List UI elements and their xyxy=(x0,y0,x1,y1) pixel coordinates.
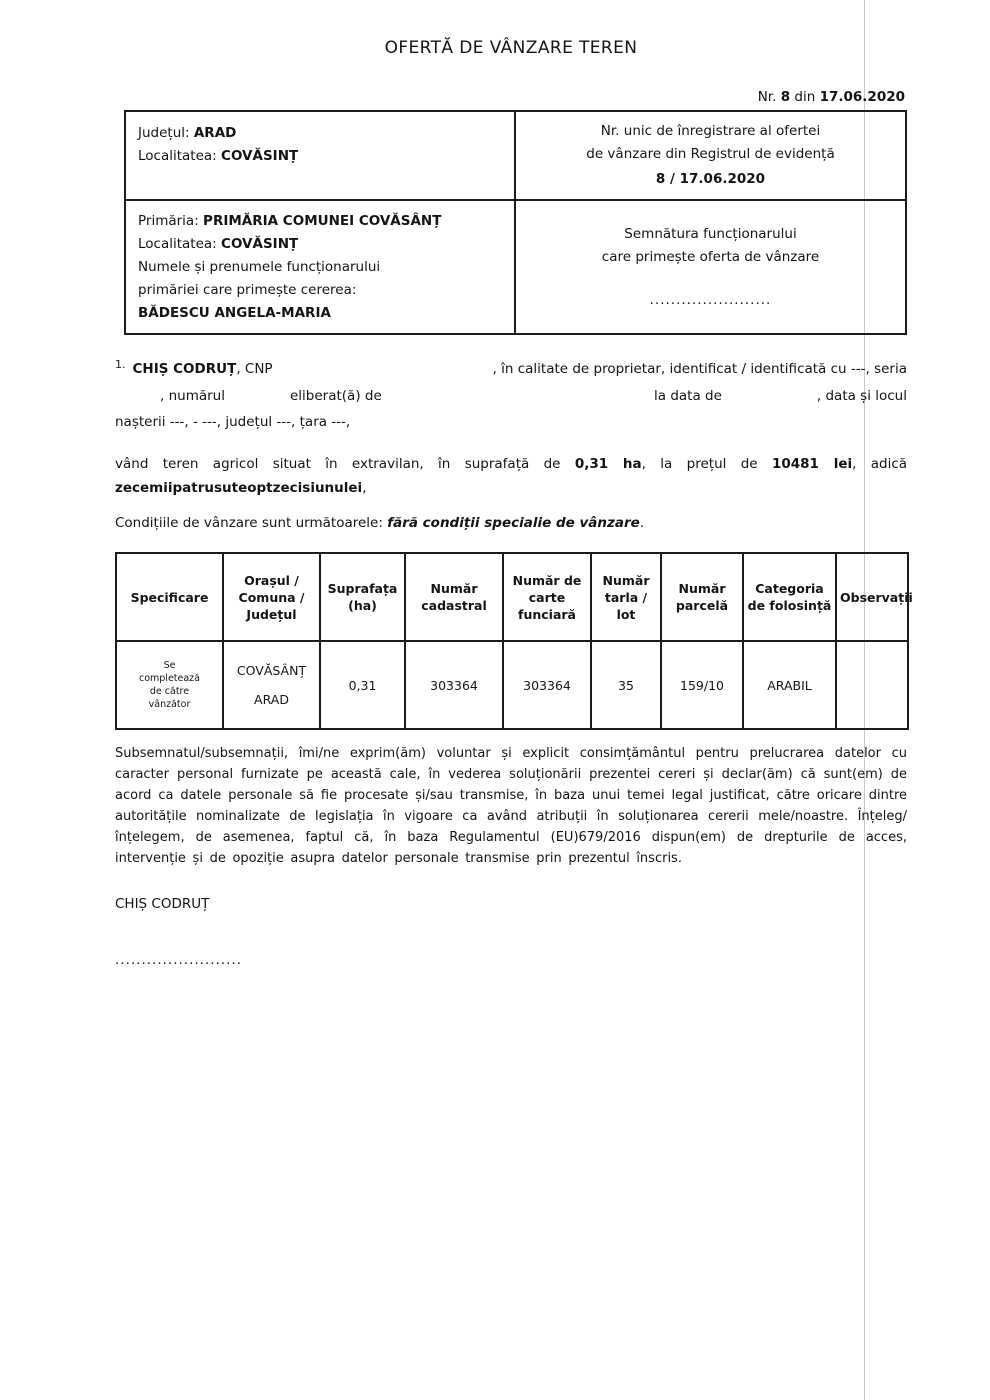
declaration-line-1 xyxy=(115,356,907,383)
cell-suprafata: 0,31 xyxy=(320,641,405,729)
sale-text-adica: , adică xyxy=(852,456,908,472)
cell-observatii xyxy=(836,641,908,729)
cell-specificare: Se completează de către vânzător xyxy=(116,641,223,729)
declaration-paragraph xyxy=(115,356,907,435)
header-table-row-2 xyxy=(125,200,906,334)
declaration-line1-right: , în calitate de proprietar, identificat / identificată cu ---, seria xyxy=(492,361,907,377)
reg-value: 8 / 17.06.2020 xyxy=(655,171,766,187)
col-header-suprafata: Suprafața (ha) xyxy=(320,553,405,641)
localitate2-line xyxy=(138,233,502,256)
registration-number-line xyxy=(115,89,907,105)
functionar-line-1: Numele și prenumele funcționarului xyxy=(138,259,381,275)
localitate-value: COVĂSINȚ xyxy=(221,148,299,164)
page-title: OFERTĂ DE VÂNZARE TEREN xyxy=(384,38,638,58)
nr-din: din xyxy=(794,89,816,105)
sale-area: 0,31 ha xyxy=(574,456,642,472)
numarul-label: , numărul xyxy=(160,388,225,404)
localitate2-value: COVĂSINȚ xyxy=(221,236,299,252)
sale-paragraph xyxy=(115,452,907,500)
declaration-line-3 xyxy=(115,409,907,435)
col-header-parcela: Număr parcelă xyxy=(661,553,743,641)
semnatura-dotted-line: ....................... xyxy=(649,291,772,308)
semnatura-line-2: care primește oferta de vânzare xyxy=(601,248,820,265)
land-table-header-row xyxy=(116,553,908,641)
col-header-oras-comuna-judet: Orașul / Comuna / Județul xyxy=(223,553,320,641)
col-header-tarla-lot: Număr tarla / lot xyxy=(591,553,661,641)
header-table xyxy=(124,110,907,335)
conditions-label: Condițiile de vânzare sunt următoarele: xyxy=(115,515,383,531)
judet-label: Județul: xyxy=(138,125,190,141)
cell-registration-info xyxy=(515,111,906,200)
reg-line-1: Nr. unic de înregistrare al ofertei xyxy=(600,123,821,139)
conditions-value: fără condiții specialie de vânzare xyxy=(387,515,640,531)
localitate-line xyxy=(138,145,502,168)
declaration-line-2 xyxy=(160,383,907,409)
cell-primaria-info xyxy=(125,200,515,334)
localitate2-label: Localitatea: xyxy=(138,236,217,252)
semnatura-line-1: Semnătura funcționarului xyxy=(624,225,797,242)
primaria-line xyxy=(138,210,502,233)
col-header-observatii: Observații xyxy=(836,553,908,641)
cell-categoria: ARABIL xyxy=(743,641,836,729)
seller-name: CHIȘ CODRUȚ xyxy=(132,361,237,377)
reg-line-2: de vânzare din Registrul de evidență xyxy=(586,146,835,162)
sale-price: 10481 lei xyxy=(771,456,853,472)
cnp-label: , CNP xyxy=(236,361,273,377)
cell-tarla: 35 xyxy=(591,641,661,729)
primaria-value: PRIMĂRIA COMUNEI COVĂSÂNȚ xyxy=(203,213,442,229)
item-number: 1. xyxy=(115,358,126,371)
land-table xyxy=(115,552,913,730)
data-si-locul-label: , data și locul xyxy=(816,388,907,404)
functionar-name: BĂDESCU ANGELA-MARIA xyxy=(138,305,331,321)
col-header-numar-cadastral: Număr cadastral xyxy=(405,553,503,641)
functionar-line-2: primăriei care primește cererea: xyxy=(138,282,357,298)
cell-judet-localitate xyxy=(125,111,515,200)
cell-oras-judet xyxy=(223,641,320,729)
sale-price-words: zecemiipatrusuteoptzecisiunulei xyxy=(115,480,363,496)
localitate-label: Localitatea: xyxy=(138,148,217,164)
eliberat-label: eliberat(ă) de xyxy=(289,388,382,404)
document-content xyxy=(115,0,913,968)
judet-value: ARAD xyxy=(193,125,237,141)
conditions-line xyxy=(115,515,907,531)
land-table-data-row xyxy=(116,641,908,729)
signature-dotted-line: ........................ xyxy=(115,952,242,968)
sale-text-mid: , la prețul de xyxy=(641,456,758,472)
cell-carte-funciara: 303364 xyxy=(503,641,591,729)
la-data-de-label: la data de xyxy=(654,388,722,404)
cell-judet: ARAD xyxy=(254,692,289,707)
col-header-carte-funciara: Număr de carte funciară xyxy=(503,553,591,641)
header-table-row-1 xyxy=(125,111,906,200)
sale-text-start: vând teren agricol situat în extravilan, în suprafață de xyxy=(115,456,561,472)
nr-prefix: Nr. xyxy=(757,89,777,105)
cell-semnatura xyxy=(515,200,906,334)
gdpr-consent-paragraph: Subsemnatul/subsemnații, îmi/ne exprim(ăm) voluntar și explicit consimțământul pentru prelucrarea datelor cu caracter personal furnizate pe această cale, în vederea soluționării prezentei cereri și declar(ăm) că sunt(em) de acord ca datele personale să fie procesate și/sau transmise, în baza unui temei legal justificat, către oricare dintre autoritățile nominalizate de legislația în vigoare ca având atribuții în soluționarea cererii mele/noastre. Înțeleg/înțelegem, de asemenea, faptul că, în baza Regulamentul (EU)679/2016 dispun(em) de drepturile de acces, intervenție și de opoziție asupra datelor personale transmise prin prezentul înscris. xyxy=(115,746,907,866)
nr-date: 17.06.2020 xyxy=(819,89,905,105)
sale-trailing-comma: , xyxy=(362,480,367,496)
cell-parcela: 159/10 xyxy=(661,641,743,729)
primaria-label: Primăria: xyxy=(138,213,199,229)
nr-number: 8 xyxy=(780,89,791,105)
cell-oras: COVĂSÂNȚ xyxy=(236,663,307,678)
col-header-categoria: Categoria de folosință xyxy=(743,553,836,641)
cell-numar-cadastral: 303364 xyxy=(405,641,503,729)
signature-name: CHIȘ CODRUȚ xyxy=(115,896,210,912)
nasterii-text: nașterii ---, - ---, județul ---, țara ---, xyxy=(115,414,351,430)
conditions-period: . xyxy=(639,515,645,531)
judet-line xyxy=(138,122,502,145)
col-header-specificare: Specificare xyxy=(116,553,223,641)
